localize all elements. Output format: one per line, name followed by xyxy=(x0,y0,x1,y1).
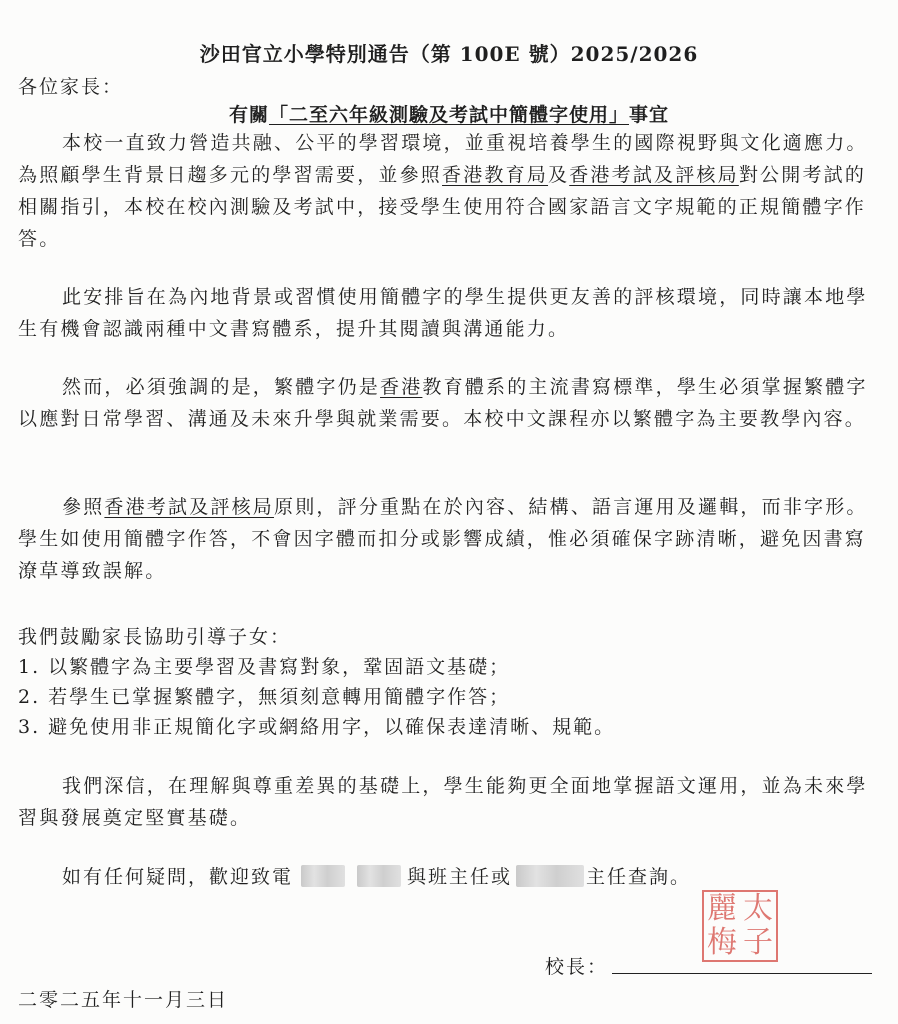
seal-char: 梅 xyxy=(707,925,737,960)
list-item: 1. 以繁體字為主要學習及書寫對象，鞏固語文基礎； xyxy=(18,656,511,678)
list-item: 3. 避免使用非正規簡化字或網絡用字，以確保表達清晰、規範。 xyxy=(18,716,616,738)
redacted-phone-part-1 xyxy=(301,865,345,887)
notice-title: 沙田官立小學特別通告（第 100E 號）2025/2026 xyxy=(199,42,699,66)
contact-text-a: 如有任何疑問，歡迎致電 xyxy=(62,866,294,888)
paragraph-1 xyxy=(18,127,884,255)
notice-subject xyxy=(0,100,898,127)
seal-char: 麗 xyxy=(707,891,737,926)
paragraph-5: 我們深信，在理解與尊重差異的基礎上，學生能夠更全面地掌握語文運用，並為未來學習與發展奠定堅實基礎。 xyxy=(18,775,868,829)
p4-hkeaa-ref: 香港考試及評核局 xyxy=(104,496,275,518)
p1-text-b: 及 xyxy=(548,164,570,186)
principal-label: 校長： xyxy=(545,956,609,978)
p4-text-a: 參照 xyxy=(62,496,105,518)
redacted-phone-part-2 xyxy=(357,865,401,887)
list-item: 2. 若學生已掌握繁體字，無須刻意轉用簡體字作答； xyxy=(18,686,511,708)
contact-line xyxy=(62,862,691,889)
p1-text-c: 對公開考試的相關指引，本校在校內測驗及考試中，接受學生使用符合國家語言文字規範的正規簡體字作答。 xyxy=(18,164,867,250)
notice-date: 二零二五年十一月三日 xyxy=(18,989,229,1011)
subject-prefix: 有關 xyxy=(228,104,269,126)
subject-quoted: 「二至六年級測驗及考試中簡體字使用」 xyxy=(268,104,629,126)
p4-text-b: 原則，評分重點在於內容、結構、語言運用及邏輯，而非字形。學生如使用簡體字作答，不會因字體而扣分或影響成績，惟必須確保字跡清晰，避免因書寫潦草導致誤解。 xyxy=(18,496,868,582)
p3-text-a: 然而，必須強調的是，繁體字仍是 xyxy=(62,376,381,398)
p1-edb-ref: 香港教育局 xyxy=(442,164,549,186)
seal-char: 子 xyxy=(743,925,773,960)
principal-seal-stamp xyxy=(702,890,778,962)
salutation: 各位家長： xyxy=(18,76,124,98)
encourage-line: 我們鼓勵家長協助引導子女： xyxy=(18,626,292,648)
contact-text-c: 主任查詢。 xyxy=(586,866,692,888)
redacted-teacher-name xyxy=(516,865,584,887)
paragraph-3 xyxy=(18,371,884,435)
signature-line xyxy=(612,973,872,974)
p3-text-b: 教育體系的主流書寫標準，學生必須掌握繁體字以應對日常學習、溝通及未來升學與就業需要。本校中文課程亦以繁體字為主要教學內容。 xyxy=(18,376,868,430)
p3-hk-ref: 香港 xyxy=(380,376,423,398)
p1-text-a: 本校一直致力營造共融、公平的學習環境，並重視培養學生的國際視野與文化適應力。為照顧學生背景日趨多元的學習需要，並參照 xyxy=(18,132,868,186)
p1-hkeaa-ref: 香港考試及評核局 xyxy=(569,164,739,186)
paragraph-2: 此安排旨在為內地背景或習慣使用簡體字的學生提供更友善的評核環境，同時讓本地學生有機會認識兩種中文書寫體系，提升其閱讀與溝通能力。 xyxy=(18,286,868,340)
paragraph-4 xyxy=(18,491,884,587)
contact-text-b: 與班主任或 xyxy=(407,866,513,888)
seal-char: 太 xyxy=(743,891,773,926)
subject-suffix: 事宜 xyxy=(629,104,670,126)
